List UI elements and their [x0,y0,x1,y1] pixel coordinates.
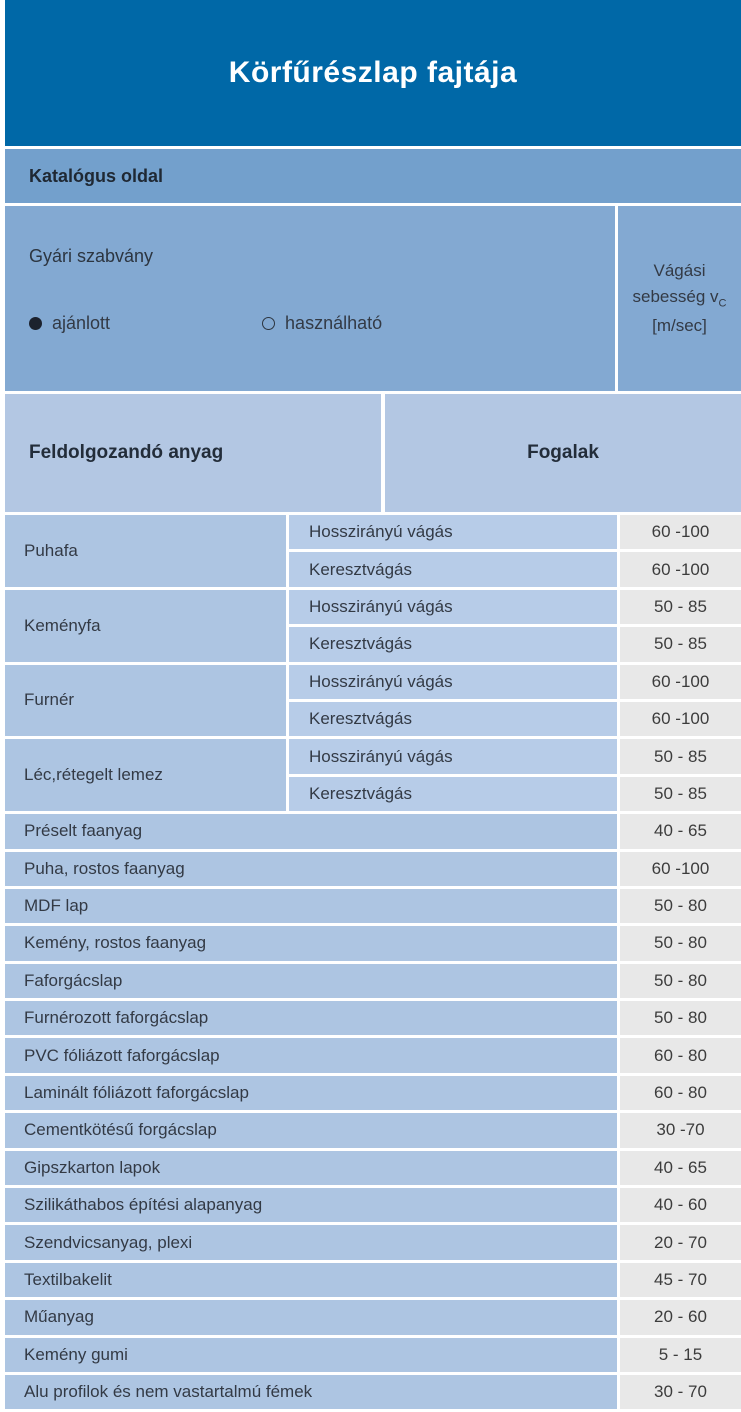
material-cell: Léc,rétegelt lemez [5,739,286,811]
table-row [5,1338,741,1372]
speed-value-cell: 50 - 80 [620,1001,741,1035]
table-subrow [289,739,741,773]
filled-circle-icon [29,317,42,330]
speed-value-cell: 5 - 15 [620,1338,741,1372]
table-row [5,1076,741,1110]
table-row [5,1263,741,1297]
speed-value-cell: 50 - 85 [620,590,741,624]
table-group-row [5,590,741,662]
speed-value-cell: 60 - 80 [620,1038,741,1072]
table-row [5,1188,741,1222]
table-subrow [289,515,741,549]
legend-item-usable [262,313,382,334]
table-subrow [289,777,741,811]
column-header-row [5,394,741,512]
table-row [5,1001,741,1035]
material-cell: Műanyag [5,1300,617,1334]
table-row [5,1113,741,1147]
material-cell: PVC fóliázott faforgácslap [5,1038,617,1072]
table-row [5,814,741,848]
speed-value-cell: 50 - 80 [620,926,741,960]
speed-line3: [m/sec] [652,315,707,335]
speed-line1: Vágási [653,260,706,280]
speed-value-cell: 20 - 60 [620,1300,741,1334]
table-subrow [289,665,741,699]
usable-label: használható [285,313,383,333]
material-cell: Furnérozott faforgácslap [5,1001,617,1035]
page-title: Körfűrészlap fajtája [228,56,518,89]
speed-value-cell: 20 - 70 [620,1225,741,1259]
material-cell: Szendvicsanyag, plexi [5,1225,617,1259]
speed-value-cell: 60 -100 [620,852,741,886]
table-row [5,964,741,998]
material-cell: Puha, rostos faanyag [5,852,617,886]
cut-type-cell: Keresztvágás [289,627,617,661]
material-column-header: Feldolgozandó anyag [5,394,381,512]
material-cell: Alu profilok és nem vastartalmú fémek [5,1375,617,1409]
speed-value-cell: 30 - 70 [620,1375,741,1409]
speed-value-cell: 50 - 85 [620,739,741,773]
speed-subscript: C [718,297,727,310]
legend [29,313,615,334]
table-group-row [5,665,741,737]
table-row [5,889,741,923]
cut-type-cell: Hosszirányú vágás [289,590,617,624]
cut-type-cell: Keresztvágás [289,777,617,811]
material-cell: MDF lap [5,889,617,923]
material-cell: Puhafa [5,515,286,587]
speed-value-cell: 30 -70 [620,1113,741,1147]
standard-legend-cell [5,206,615,391]
table-row [5,1038,741,1072]
title-block [5,0,741,146]
group-subrows [289,739,741,811]
material-cell: Faforgácslap [5,964,617,998]
material-cell: Textilbakelit [5,1263,617,1297]
material-cell: Laminált fóliázott faforgácslap [5,1076,617,1110]
standard-label: Gyári szabvány [29,246,154,266]
material-cell: Kemény, rostos faanyag [5,926,617,960]
cut-type-cell: Hosszirányú vágás [289,515,617,549]
table-subrow [289,702,741,736]
speed-value-cell: 60 - 80 [620,1076,741,1110]
table-body [5,515,741,1409]
table-row [5,1225,741,1259]
material-cell: Keményfa [5,590,286,662]
group-subrows [289,515,741,587]
speed-value-cell: 60 -100 [620,552,741,586]
material-cell: Cementkötésű forgácslap [5,1113,617,1147]
speed-value-cell: 50 - 85 [620,627,741,661]
speed-value-cell: 60 -100 [620,515,741,549]
standard-section [5,206,741,391]
cut-type-cell: Hosszirányú vágás [289,739,617,773]
speed-value-cell: 60 -100 [620,665,741,699]
table-subrow [289,552,741,586]
cutting-speed-header [633,258,727,339]
teeth-column-header: Fogalak [385,394,741,512]
table-group-row [5,515,741,587]
catalog-label: Katalógus oldal [29,165,164,186]
material-cell: Kemény gumi [5,1338,617,1372]
cutting-speed-header-cell [618,206,741,391]
table-row [5,852,741,886]
table-row [5,1151,741,1185]
speed-value-cell: 50 - 80 [620,964,741,998]
material-cell: Préselt faanyag [5,814,617,848]
speed-value-cell: 50 - 80 [620,889,741,923]
cut-type-cell: Hosszirányú vágás [289,665,617,699]
speed-value-cell: 40 - 65 [620,1151,741,1185]
group-subrows [289,665,741,737]
table-row [5,926,741,960]
legend-item-recommended [29,313,110,334]
table-subrow [289,590,741,624]
open-circle-icon [262,317,275,330]
material-cell: Gipszkarton lapok [5,1151,617,1185]
table-row [5,1300,741,1334]
speed-value-cell: 60 -100 [620,702,741,736]
speed-value-cell: 40 - 60 [620,1188,741,1222]
cut-type-cell: Keresztvágás [289,702,617,736]
table-row [5,1375,741,1409]
cut-type-cell: Keresztvágás [289,552,617,586]
speed-line2: sebesség v [632,287,719,307]
recommended-label: ajánlott [52,313,111,333]
speed-value-cell: 50 - 85 [620,777,741,811]
catalog-band [5,149,741,203]
table-subrow [289,627,741,661]
material-cell: Furnér [5,665,286,737]
group-subrows [289,590,741,662]
table-group-row [5,739,741,811]
speed-value-cell: 40 - 65 [620,814,741,848]
speed-value-cell: 45 - 70 [620,1263,741,1297]
material-cell: Szilikáthabos építési alapanyag [5,1188,617,1222]
